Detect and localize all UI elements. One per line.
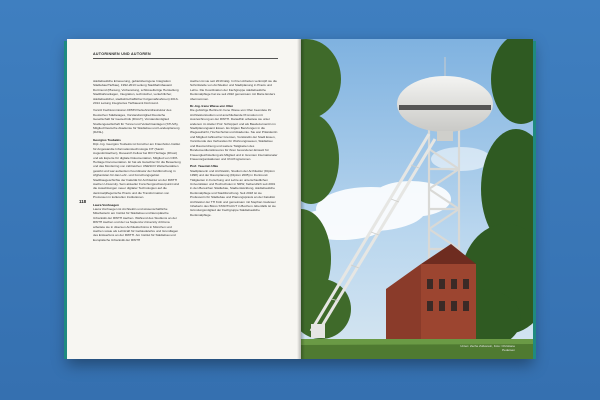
text-column-left xyxy=(93,79,181,245)
photo-caption: Unten: Zeche Zollverein, Foto: Christiane Pedersen xyxy=(460,344,515,353)
ufo-pod xyxy=(397,76,493,132)
page-number: 118 xyxy=(79,199,87,204)
right-page-photo xyxy=(301,39,533,359)
bio-paragraph: städtebauliche Erneuerung, gebietsbezogene Integration Städtebau/Tiefbau), 1992-2013 Leitung Stadtbahnbauamt Dortmund (Planung, Vorbereitung, schlüsselfertige Herstellung Stadtbahnanlagen, Integration, technischer, verkehrlicher, städtebaulicher, stadtwirtschaftlicher Folgemaßnahmen) 2013-2014 Leitung Integriertes Tiefbauamt Dortmund. xyxy=(93,79,179,106)
tower-photo xyxy=(301,39,533,359)
book-spine xyxy=(297,39,305,359)
left-page xyxy=(67,39,301,359)
bio-paragraph: Vorsitz Fachkommission DPMV/Verkehrsinfrastruktur des Deutschen Städtetages, Vorstandsmitglied Deutsche Gesellschaft für Geotechnik (DGGT), Vorstandsmitglied Studiengesellschaft für Tunnel und Verkehrsanlagen (STUVA), Mitglied Deutsche Akademie für Städtebau und Landesplanung (DASL). xyxy=(93,108,180,135)
strut-foot xyxy=(311,324,325,338)
bio-paragraph: Dipl.-Ing. Georgios Toubekis ist Forscher am Fraunhofer-Institut für Angewandte Informationstechnologie FIT (Sankt Augustin/Aachen), Research Fellow bei RIO Heritage (Dhost) und als Experte für digitale Dokumentation, Mitglied von CIPA Heritage Documentation. Er hat als Gutachter für die Bewertung und das Monitoring von zahlreichen UNESCO Welterbestätten gewirkt und war außerdem Koordinator der Feldforschung in Afghanistan für das Lehr- und Forschungsgebiet Stadtbaugeschichte der Fakultät für Architektur an der RWTH Aachen University. Sein aktueller Forschungsschwerpunkt sind die Auswirkungen neuer digitaler Technologien auf die denkmalpflegerische Praxis und die Transformation von Prozessen in kulturellen Institutionen. xyxy=(93,142,181,200)
header-rule xyxy=(93,58,278,59)
section-header: AUTORINNEN UND AUTOREN xyxy=(93,52,151,56)
pod-windows xyxy=(399,105,491,110)
author-name-heading: Laura Vonhoegen xyxy=(93,202,119,207)
book-edge-right xyxy=(533,41,536,359)
bio-paragraph: Stadtplanerin und Architektin, Studium der Architektur (Diplom 1998) und der Raumplanung (Diplom 2005) in Dortmund. Tätigkeiten in Forschung und Lehre an unterschiedlichen Universitäten und Hochschulen in NRW, freiberuflich seit 2001 in den Bereichen Städtebau, Stadtentwicklung, städtebauliche Denkmalpflege und Stadtforschung. Seit 2018 ist sie Professorin für Städtebau und Planungspraxis an der Fakultät Architektur der TH Köln und gemeinsam mit Stephan Gudewer Inhaberin des Büros STADTGUUT in Bochum. Ebenfalls ist sie Gründungsmitglied der Fachgruppe Städtebauliche Denkmalpflege. xyxy=(190,168,276,217)
author-name-heading: Georgios Toubekis xyxy=(93,137,121,142)
author-name-heading: Dr.-Ing. Irene Wiese-von Ofen xyxy=(190,104,234,109)
text-column-right xyxy=(190,79,278,220)
author-name-heading: Prof. Yasemin Utku xyxy=(190,164,219,169)
bio-paragraph: Laura Vonhoegen ist Architektin und wissenschaftliche Mitarbeiterin am Institut für Städtebau und Europäische Urbanistik der RWTH Aachen. Während des Studiums an der RWTH Aachen und der La Sapienza University di Roma arbeitete sie in diversen Architekturbüros in München und Aachen sowie als Lehrkraft für Gebäudelehre und Grundlagen des Entwerfens an der RWTH. Am Institut für Städtebau und Europäische Urbanistik der RWTH xyxy=(93,206,179,242)
bio-paragraph: Die gebürtige Berlinerin Irene Wiese-von Ofen beendete ihr Architekturstudium und anschließende Promotion mit Auszeichnung an der RWTH. Daraufhin arbeitete sie unter anderem im Atelier Prof. Schüppert und als Baudezernentin im Stadtplanungsamt Essen. Es folgten Berufungen in die Wegeaufsicht, Hochschulrat und Akademie. Sie war Präsidentin und Mitglied zahlreicher Gremien, Vorständin der Stadt Essen, Vorsitzende des Verbandes für Wohnungswesen, Städtebau und Raumordnung und weitere Tätigkeiten des Bundesverdienstkreuzes für ihren besonderen Einsatz für Frauengleichstellung als Mitglied und in Gremien Internationaler Frauenorganisationen und UN-Programmen. xyxy=(190,108,278,161)
bio-paragraph: Aachen ist sie seit 2019 tätig. In ihren Arbeiten verknüpft sie die Schnittstelle von Architektur und Stadtplanung in Praxis und Lehre. Die Koordination der Fachgruppe städtebauliche Denkmalpflege hat sie seit 2022 gemeinsam mit Marie Enders übernommen. xyxy=(190,79,278,101)
open-book xyxy=(67,39,533,359)
